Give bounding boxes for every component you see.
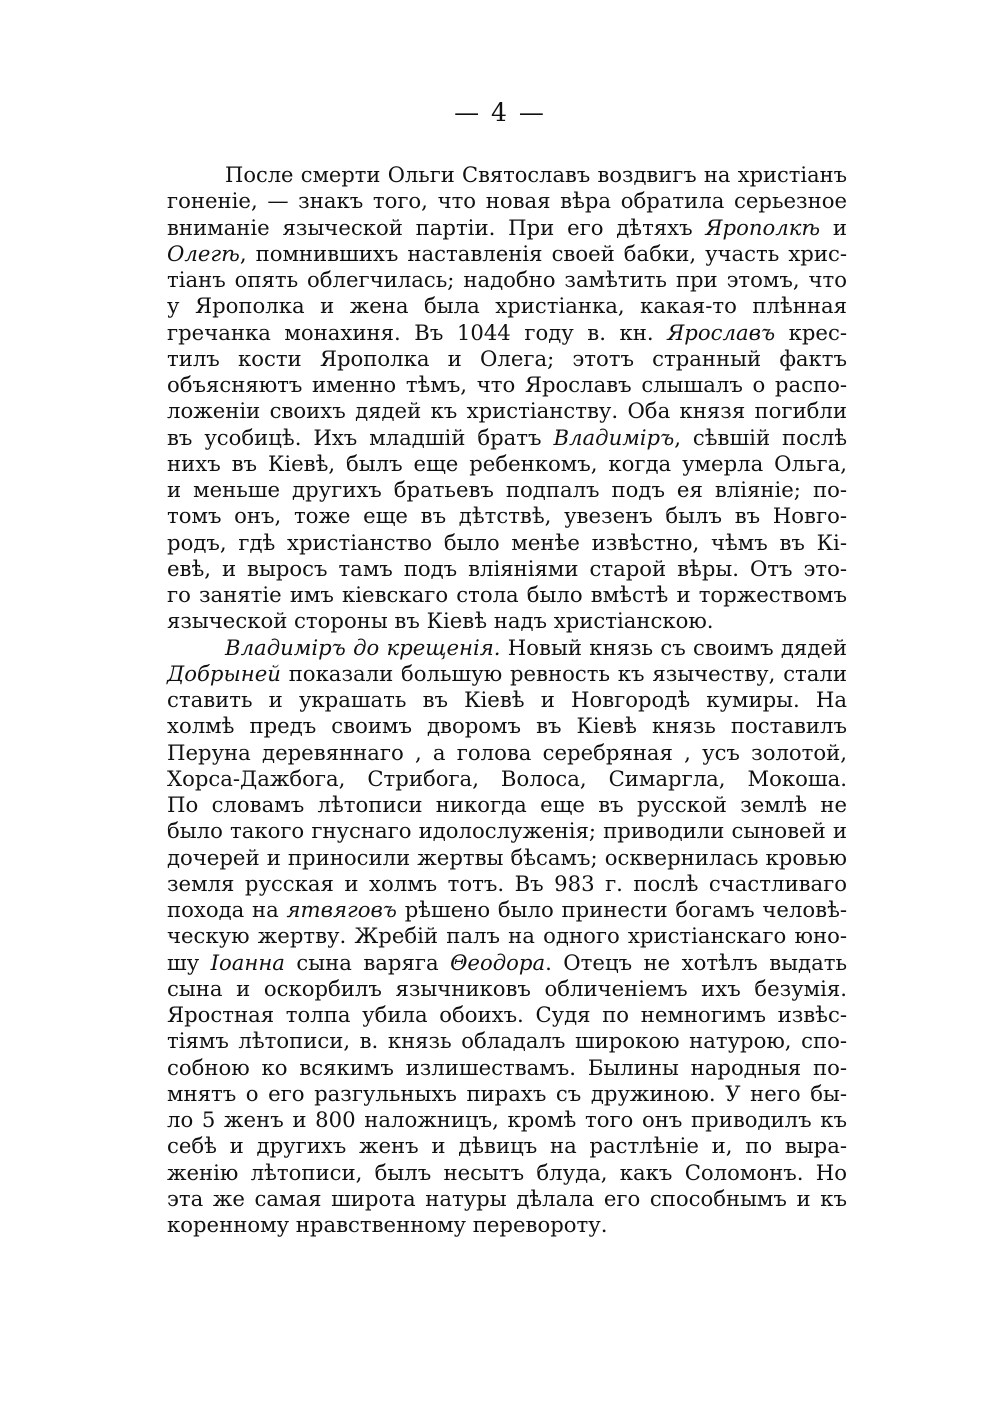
text-line	[167, 792, 847, 818]
text-run: тіямъ лѣтописи, в. князь обладалъ широкою натурою, спо-	[167, 1028, 847, 1054]
text-line	[167, 320, 847, 346]
italic-text: Олегѣ	[167, 240, 240, 266]
text-line	[167, 372, 847, 398]
text-run: гоненіе, — знакъ того, что новая вѣра обратила серьезное	[167, 188, 847, 214]
text-run: нихъ въ Кіевѣ, былъ еще ребенкомъ, когда умерла Ольга,	[167, 450, 847, 476]
text-run: шу	[167, 949, 211, 975]
text-run: и меньше другихъ братьевъ подпалъ подъ ея вліяніе; по-	[167, 477, 847, 502]
text-run: сына варяга	[284, 949, 451, 975]
text-run: собною ко всякимъ излишествамъ. Былины народныя по-	[167, 1054, 847, 1080]
italic-text: Іоанна	[210, 949, 285, 975]
text-line	[167, 346, 847, 372]
text-line	[167, 923, 847, 949]
paragraph	[167, 162, 847, 635]
text-run: дочерей и приносили жертвы бѣсамъ; осквернилась кровью	[167, 844, 847, 870]
text-line	[167, 582, 847, 608]
text-run: По словамъ лѣтописи никогда еще въ русской землѣ не	[167, 792, 847, 817]
text-line	[167, 293, 847, 319]
text-run: После смерти Ольги Святославъ воздвигъ на христіанъ	[225, 163, 847, 187]
text-line	[167, 162, 847, 188]
text-line	[167, 1028, 847, 1054]
body-text	[167, 162, 847, 1238]
text-run: себѣ и другихъ женъ и дѣвицъ на растлѣніе и, по выра-	[167, 1133, 847, 1159]
text-line	[167, 740, 847, 766]
text-line	[167, 503, 847, 529]
text-line	[167, 215, 847, 241]
text-run: рѣшено было принести богамъ человѣ-	[396, 897, 848, 922]
text-line	[167, 976, 847, 1002]
text-line	[167, 1186, 847, 1212]
text-line	[167, 687, 847, 713]
text-run: , сѣвшій послѣ	[674, 424, 847, 450]
text-run: томъ онъ, тоже еще въ дѣтствѣ, увезенъ былъ въ Новго-	[167, 503, 847, 529]
page-number: — 4 —	[454, 98, 546, 127]
text-run: женію лѣтописи, былъ несытъ блуда, какъ Соломонъ. Но	[167, 1159, 847, 1185]
text-run: ческую жертву. Жребій палъ на одного христіанскаго юно-	[167, 923, 847, 949]
text-run: у Ярополка и жена была христіанка, какая-то плѣнная	[167, 293, 847, 319]
italic-text: Ярославъ	[667, 319, 776, 345]
text-line	[167, 425, 847, 451]
text-run: коренному нравственному перевороту.	[167, 1212, 608, 1237]
text-line	[167, 818, 847, 844]
text-line	[167, 1160, 847, 1186]
paragraph	[167, 635, 847, 1239]
text-run: эта же самая широта натуры дѣлала его способнымъ и къ	[167, 1185, 847, 1211]
text-run: объясняютъ именно тѣмъ, что Ярославъ слышалъ о распо-	[167, 372, 847, 397]
text-run: Хорса-Дажбога, Стрибога, Волоса, Симаргла, Мокоша.	[167, 765, 847, 791]
text-run: въ усобицѣ. Ихъ младшій братъ	[167, 424, 554, 450]
text-run: тилъ кости Ярополка и Олега; этотъ странный фактъ	[167, 345, 847, 371]
text-run: похода на	[167, 897, 287, 922]
italic-text: Владиміръ до крещенія.	[225, 634, 501, 660]
text-line	[167, 1107, 847, 1133]
text-run: . Отецъ не хотѣлъ выдать	[545, 949, 847, 975]
text-line	[167, 398, 847, 424]
text-line	[167, 950, 847, 976]
text-run: холмѣ предъ своимъ дворомъ въ Кіевѣ князь поставилъ	[167, 713, 847, 739]
text-run: и	[820, 214, 847, 240]
text-line	[167, 1081, 847, 1107]
italic-text: Ярополкѣ	[705, 214, 821, 240]
text-line	[167, 1002, 847, 1028]
text-run: Новый князь съ своимъ дядей	[500, 634, 847, 660]
text-run: ложеніи своихъ дядей къ христіанству. Оба князя погибли	[167, 398, 847, 424]
text-line	[167, 267, 847, 293]
text-line	[167, 1212, 847, 1238]
text-run: го занятіе имъ кіевскаго стола было вмѣстѣ и торжествомъ	[167, 582, 847, 607]
text-run: вниманіе языческой партіи. При его дѣтяхъ	[167, 214, 706, 240]
text-run: Перуна деревяннаго , а голова серебряная , усъ золотой,	[167, 739, 847, 765]
text-line	[167, 451, 847, 477]
italic-text: Добрыней	[167, 660, 281, 686]
text-line	[167, 1133, 847, 1159]
text-line	[167, 477, 847, 503]
text-run: ло 5 женъ и 800 наложницъ, кромѣ того онъ приводилъ къ	[167, 1107, 847, 1132]
italic-text: ятвяговъ	[286, 897, 397, 922]
text-line	[167, 1055, 847, 1081]
text-line	[167, 713, 847, 739]
text-run: было такого гнуснаго идолослуженія; приводили сыновей и	[167, 818, 847, 844]
text-run: ставить и украшать въ Кіевѣ и Новгородѣ кумиры. На	[167, 687, 847, 712]
text-line	[167, 766, 847, 792]
text-line	[167, 608, 847, 634]
text-run: родъ, гдѣ христіанство было менѣе извѣстно, чѣмъ въ Кі-	[167, 529, 847, 555]
text-line	[167, 661, 847, 687]
text-line	[167, 530, 847, 556]
text-line	[167, 871, 847, 897]
text-run: сына и оскорбилъ язычниковъ обличеніемъ ихъ безумія.	[167, 975, 847, 1001]
text-run: показали большую ревность къ язычеству, стали	[280, 660, 847, 686]
italic-text: Владиміръ	[553, 424, 675, 450]
text-run: Яростная толпа убила обоихъ. Судя по немногимъ извѣс-	[167, 1002, 847, 1027]
text-run: языческой стороны въ Кіевѣ надъ христіанскою.	[167, 608, 714, 634]
text-run: , помнившихъ наставленія своей бабки, участь хрис-	[239, 240, 847, 266]
text-line	[167, 845, 847, 871]
text-line	[167, 241, 847, 267]
text-run: земля русская и холмъ тотъ. Въ 983 г. послѣ счастливаго	[167, 870, 847, 896]
text-run: гречанка монахиня. Въ 1044 году в. кн.	[167, 319, 668, 345]
italic-text: Θеодора	[450, 949, 546, 975]
text-line	[167, 897, 847, 923]
text-run: тіанъ опять облегчилась; надобно замѣтить при этомъ, что	[167, 267, 847, 292]
text-run: крес-	[775, 319, 847, 345]
text-line	[167, 556, 847, 582]
text-run: мнятъ о его разгульныхъ пирахъ съ дружиною. У него бы-	[167, 1080, 847, 1106]
text-run: евѣ, и выросъ тамъ подъ вліяніями старой вѣры. Отъ это-	[167, 555, 847, 581]
text-line	[167, 188, 847, 214]
text-line	[167, 635, 847, 661]
